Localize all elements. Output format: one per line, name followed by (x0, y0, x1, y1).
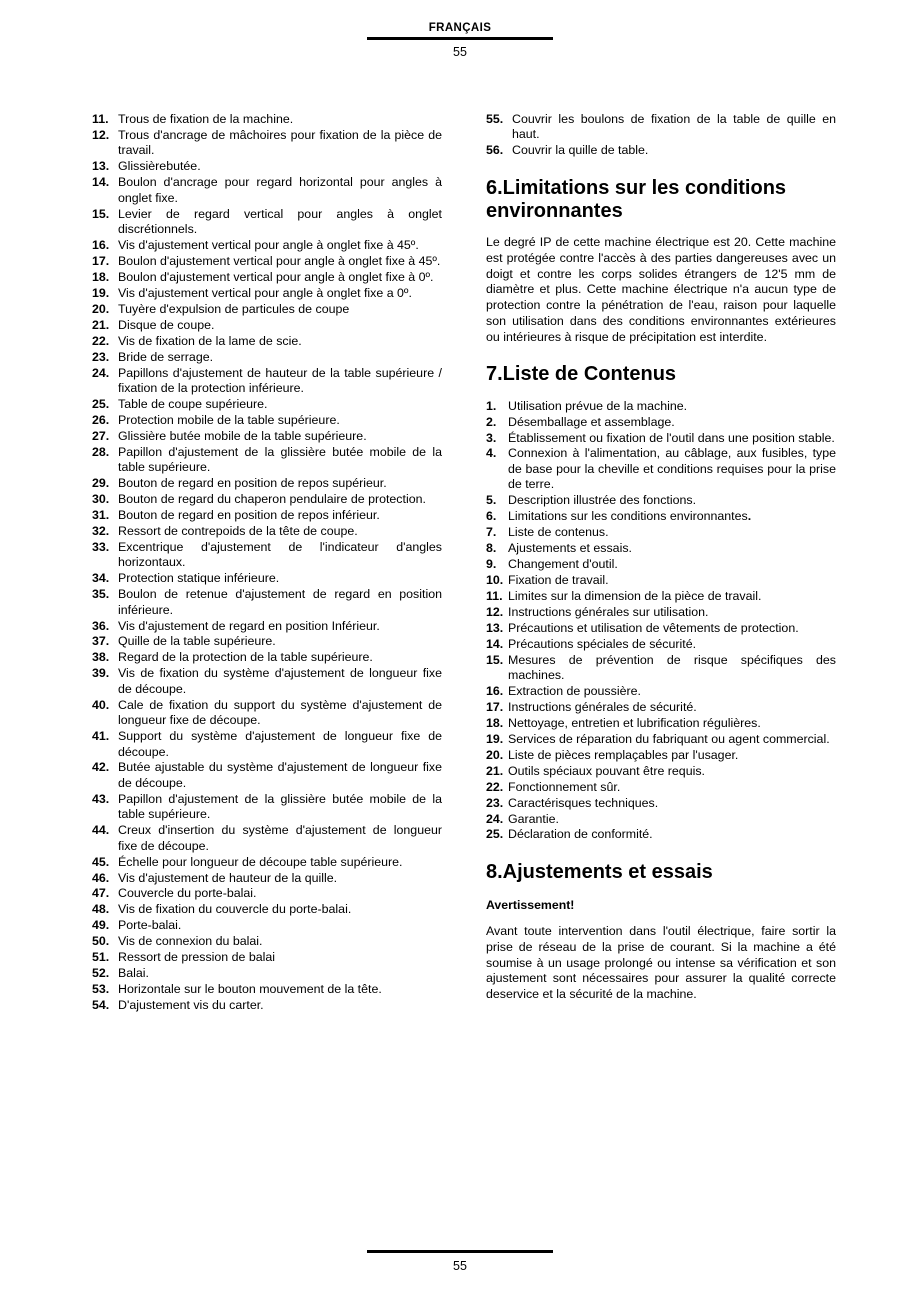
list-item-text: Échelle pour longueur de découpe table supérieure. (118, 854, 403, 869)
list-item-number: 54. (92, 998, 110, 1012)
list-item-text: Balai. (118, 966, 149, 981)
list-item-number: 24. (92, 365, 110, 380)
list-item (486, 493, 836, 508)
list-item (486, 827, 836, 842)
list-item-number: 17. (486, 699, 504, 714)
list-item-text: Tuyère d'expulsion de particules de coupe (118, 301, 350, 316)
list-item-text: Services de réparation du fabriquant ou agent commercial. (508, 731, 830, 746)
list-item-text: Changement d'outil. (508, 557, 618, 571)
section-8-paragraph: Avant toute intervention dans l'outil électrique, faire sortir la prise de réseau de la prise de courant. Si la machine a été soumise à un usage prolongé ou intense sa vérification et son ajustement sont nécessaires pour assurer la qualité correcte deservice et la sécurité de la machine. (486, 924, 836, 1002)
list-item-number: 25. (92, 396, 110, 411)
list-item-number: 49. (92, 918, 110, 933)
list-item-number: 32. (92, 523, 110, 538)
list-item (92, 254, 442, 269)
list-item (486, 796, 836, 811)
list-item (92, 855, 442, 870)
list-item (486, 399, 836, 414)
list-item-text: Boulon d'ajustement vertical pour angle à onglet fixe à 0º. (118, 269, 434, 284)
list-item-text: Instructions générales de sécurité. (508, 699, 697, 714)
list-item-text: Établissement ou fixation de l'outil dans une position stable. (508, 430, 835, 445)
list-item-number: 8. (486, 541, 497, 556)
list-item-number: 18. (486, 715, 504, 730)
section-6-heading-line1: 6.Limitations sur les conditions (486, 176, 787, 199)
list-item-text: Description illustrée des fonctions. (508, 493, 697, 508)
list-item (486, 716, 836, 731)
list-item-number: 34. (92, 571, 110, 586)
list-item-number: 39. (92, 666, 110, 681)
list-item-text: Papillon d'ajustement de la glissière butée mobile de la table supérieure. (118, 791, 442, 822)
list-item-text: Bride de serrage. (118, 349, 214, 364)
list-item-text: Trous de fixation de la machine. (118, 112, 294, 126)
list-item-number: 19. (92, 285, 110, 300)
list-item-number: 1. (486, 398, 497, 413)
list-item-text: Précautions spéciales de sécurité. (508, 636, 697, 651)
list-item (486, 509, 836, 524)
list-item-text: Boulon de retenue d'ajustement de regard en position inférieure. (118, 587, 442, 617)
list-item (92, 508, 442, 523)
header-page-number: 55 (453, 45, 467, 59)
list-item-number: 9. (486, 557, 497, 571)
list-item (486, 525, 836, 540)
list-item-text: Trous d'ancrage de mâchoires pour fixation de la pièce de travail. (118, 127, 442, 158)
list-item-number: 29. (92, 476, 110, 491)
footer-page-number: 55 (453, 1259, 467, 1273)
list-item (92, 650, 442, 665)
list-item-number: 5. (486, 493, 497, 508)
list-item (92, 429, 442, 444)
list-item-text: Limitations sur les conditions environnantes (508, 509, 748, 524)
list-item (92, 159, 442, 174)
list-item-text: Connexion à l'alimentation, au câblage, aux fusibles, type de base pour la cheville et conditions requises pour la prise de terre. (508, 446, 836, 492)
list-item-text: Couvercle du porte-balai. (118, 886, 257, 901)
list-item-text: Couvrir les boulons de fixation de la table de quille en haut. (512, 112, 836, 142)
list-item-number: 45. (92, 854, 110, 869)
list-item-text: Butée ajustable du système d'ajustement de longueur fixe de découpe. (118, 760, 442, 790)
list-item-text: Vis d'ajustement de hauteur de la quille. (118, 870, 338, 885)
list-item (92, 918, 442, 933)
list-item-number: 13. (92, 159, 110, 174)
list-item-text: Boulon d'ancrage pour regard horizontal pour angles à onglet fixe. (118, 175, 442, 205)
parts-list-right (486, 112, 836, 159)
list-item-text: Désemballage et assemblage. (508, 414, 675, 429)
list-item-text: Liste de pièces remplaçables par l'usager. (508, 747, 739, 762)
list-item-number: 23. (486, 795, 504, 810)
list-item (92, 934, 442, 949)
list-item (486, 573, 836, 588)
list-item-number: 3. (486, 430, 497, 445)
list-item-text: Précautions et utilisation de vêtements de protection. (508, 620, 799, 635)
list-item-text: Outils spéciaux pouvant être requis. (508, 763, 705, 778)
list-item-number: 36. (92, 618, 110, 633)
list-item-number: 17. (92, 253, 110, 268)
list-item (92, 698, 442, 729)
list-item-number: 50. (92, 934, 110, 949)
section-6-heading (486, 177, 836, 223)
list-item (92, 634, 442, 649)
list-item-text: Ajustements et essais. (508, 541, 632, 556)
page-header (0, 0, 920, 59)
list-item-number: 31. (92, 507, 110, 522)
list-item (92, 366, 442, 397)
list-item-text: Glissièrebutée. (118, 159, 201, 174)
list-item-text: Excentrique d'ajustement de l'indicateur d'angles horizontaux. (118, 539, 442, 570)
list-item (486, 700, 836, 715)
list-item (486, 732, 836, 747)
list-item (92, 445, 442, 476)
list-item-number: 23. (92, 349, 110, 364)
list-item-text: Protection mobile de la table supérieure. (118, 412, 340, 427)
list-item (92, 998, 442, 1013)
list-item-number: 20. (92, 301, 110, 316)
list-item (92, 571, 442, 586)
list-item-text: Bouton de regard en position de repos inférieur. (118, 507, 380, 522)
list-item-number: 37. (92, 634, 110, 649)
list-item-text: D'ajustement vis du carter. (118, 998, 264, 1012)
section-8-heading: 8.Ajustements et essais (486, 860, 713, 883)
list-item-text: Porte-balai. (118, 918, 182, 933)
list-item (92, 413, 442, 428)
right-column (486, 112, 836, 1014)
list-item (486, 684, 836, 699)
list-item (92, 397, 442, 412)
list-item-number: 18. (92, 269, 110, 284)
list-item-text: Vis d'ajustement vertical pour angle à onglet fixe à 45º. (118, 238, 419, 252)
list-item-number: 10. (486, 572, 504, 587)
list-item-number: 22. (92, 333, 110, 348)
list-item (92, 587, 442, 618)
list-item-text: Cale de fixation du support du système d'ajustement de longueur fixe de découpe. (118, 697, 442, 728)
list-item-text: Limites sur la dimension de la pièce de travail. (508, 588, 762, 603)
parts-list-left (92, 112, 442, 1013)
list-item-number: 44. (92, 823, 110, 838)
list-item-text: Vis de connexion du balai. (118, 934, 263, 949)
warning-label: Avertissement! (486, 898, 575, 913)
header-language: FRANÇAIS (428, 22, 492, 34)
list-item (92, 886, 442, 901)
list-item (92, 238, 442, 253)
left-column (92, 112, 442, 1014)
list-item-text-bold-tail: . (747, 509, 752, 524)
list-item-number: 41. (92, 729, 110, 744)
list-item-text: Bouton de regard du chaperon pendulaire de protection. (118, 492, 426, 506)
list-item (486, 621, 836, 636)
list-item-text: Déclaration de conformité. (508, 827, 653, 842)
list-item-text: Mesures de prévention de risque spécifiques des machines. (508, 652, 836, 683)
header-divider (367, 37, 553, 40)
list-item (92, 729, 442, 760)
list-item (486, 112, 836, 143)
list-item (486, 541, 836, 556)
list-item (92, 334, 442, 349)
list-item-text: Fonctionnement sûr. (508, 779, 621, 794)
list-item-text: Caractérisques techniques. (508, 795, 659, 810)
two-column-body (92, 112, 836, 1014)
list-item (92, 318, 442, 333)
section-6-paragraph: Le degré IP de cette machine électrique est 20. Cette machine est protégée contre l'accès à des parties dangereuses avec un doigt et contre les corps solides étrangers de 12'5 mm de diamètre et plus. Cette machine électrique n'a aucun type de protection contre la pénétration de l'eau, raison pour laquelle son utilisation dans des conditions environnantes extérieures ou intérieures à risque de précipitation est interdite. (486, 235, 836, 344)
list-item-number: 47. (92, 886, 110, 901)
list-item-number: 20. (486, 747, 504, 762)
list-item-text: Bouton de regard en position de repos supérieur. (118, 476, 387, 491)
list-item-text: Utilisation prévue de la machine. (508, 398, 688, 413)
list-item-number: 15. (92, 206, 110, 221)
list-item (92, 270, 442, 285)
list-item-text: Quille de la table supérieure. (118, 634, 276, 649)
list-item (92, 175, 442, 206)
list-item (92, 492, 442, 507)
list-item (92, 950, 442, 965)
list-item-text: Papillon d'ajustement de la glissière butée mobile de la table supérieure. (118, 444, 442, 475)
list-item-text: Vis d'ajustement vertical pour angle à onglet fixe a 0º. (118, 285, 412, 300)
list-item-number: 14. (92, 175, 110, 190)
list-item-number: 56. (486, 143, 504, 158)
list-item-number: 51. (92, 950, 110, 965)
list-item (92, 302, 442, 317)
list-item-text: Vis d'ajustement de regard en position Inférieur. (118, 618, 380, 633)
list-item (486, 637, 836, 652)
list-item (486, 557, 836, 572)
list-item-number: 15. (486, 652, 504, 667)
list-item-number: 43. (92, 791, 110, 806)
footer-divider (367, 1250, 553, 1253)
list-item-number: 12. (486, 604, 504, 619)
list-item-number: 2. (486, 414, 497, 429)
list-item-number: 4. (486, 446, 497, 461)
list-item-text: Vis de fixation du couvercle du porte-balai. (118, 902, 352, 917)
list-item (92, 966, 442, 981)
list-item-number: 53. (92, 982, 110, 997)
list-item-text: Horizontale sur le bouton mouvement de la tête. (118, 982, 382, 997)
list-item (92, 286, 442, 301)
list-item (92, 524, 442, 539)
list-item (92, 823, 442, 854)
list-item-number: 21. (486, 763, 504, 778)
list-item (486, 748, 836, 763)
list-item (486, 653, 836, 684)
list-item-text: Vis de fixation du système d'ajustement de longueur fixe de découpe. (118, 666, 442, 696)
section-7-heading: 7.Liste de Contenus (486, 363, 677, 386)
list-item (486, 764, 836, 779)
list-item-number: 12. (92, 127, 110, 142)
list-item-number: 7. (486, 525, 497, 540)
list-item-number: 55. (486, 112, 504, 126)
list-item-text: Vis de fixation de la lame de scie. (118, 333, 302, 348)
list-item-number: 16. (486, 684, 504, 698)
list-item (486, 415, 836, 430)
list-item (486, 812, 836, 827)
list-item-text: Creux d'insertion du système d'ajustement de longueur fixe de découpe. (118, 823, 442, 853)
list-item-number: 19. (486, 731, 504, 746)
list-item (92, 540, 442, 571)
list-item-text: Fixation de travail. (508, 572, 609, 587)
list-item-text: Nettoyage, entretien et lubrification régulières. (508, 715, 761, 730)
list-item (486, 143, 836, 158)
list-item (92, 350, 442, 365)
list-item-number: 33. (92, 539, 110, 554)
list-item-number: 48. (92, 902, 110, 917)
page-footer (0, 1250, 920, 1273)
list-item-number: 24. (486, 811, 504, 826)
list-item-text: Boulon d'ajustement vertical pour angle à onglet fixe à 45º. (118, 253, 441, 268)
list-item-number: 35. (92, 587, 110, 602)
list-item (92, 982, 442, 997)
list-item-text: Regard de la protection de la table supérieure. (118, 650, 373, 665)
contents-list (486, 399, 836, 843)
list-item-text: Instructions générales sur utilisation. (508, 604, 709, 619)
list-item-number: 11. (486, 588, 503, 603)
list-item (92, 792, 442, 823)
list-item (486, 589, 836, 604)
list-item-text: Garantie. (508, 811, 559, 826)
list-item (486, 605, 836, 620)
list-item-number: 42. (92, 760, 110, 775)
list-item (486, 431, 836, 446)
list-item (92, 619, 442, 634)
list-item-number: 14. (486, 636, 504, 651)
list-item (92, 207, 442, 238)
list-item-number: 13. (486, 620, 504, 635)
list-item-number: 27. (92, 428, 110, 443)
list-item-text: Liste de contenus. (508, 525, 609, 540)
list-item (92, 666, 442, 697)
list-item-text: Protection statique inférieure. (118, 571, 280, 586)
list-item-number: 30. (92, 492, 110, 506)
list-item-text: Glissière butée mobile de la table supérieure. (118, 428, 367, 443)
list-item-number: 11. (92, 112, 109, 126)
list-item (486, 446, 836, 492)
list-item-text: Couvrir la quille de table. (512, 143, 649, 158)
list-item-number: 52. (92, 966, 110, 981)
list-item (92, 128, 442, 159)
list-item-number: 26. (92, 412, 110, 427)
list-item (486, 780, 836, 795)
list-item-number: 16. (92, 238, 110, 252)
list-item-number: 21. (92, 317, 110, 332)
list-item (92, 902, 442, 917)
list-item-number: 46. (92, 870, 110, 885)
list-item-text: Papillons d'ajustement de hauteur de la table supérieure / fixation de la protection inférieure. (118, 365, 442, 395)
list-item-number: 38. (92, 650, 110, 665)
list-item (92, 476, 442, 491)
list-item-number: 28. (92, 444, 110, 459)
list-item-number: 22. (486, 779, 504, 794)
list-item-number: 6. (486, 509, 497, 524)
section-6-heading-line2: environnantes (486, 200, 623, 222)
list-item-text: Extraction de poussière. (508, 684, 641, 698)
list-item-number: 40. (92, 697, 110, 712)
list-item-text: Levier de regard vertical pour angles à onglet discrétionnels. (118, 206, 442, 237)
list-item-text: Ressort de contrepoids de la tête de coupe. (118, 523, 358, 538)
list-item-text: Table de coupe supérieure. (118, 396, 268, 411)
list-item-text: Disque de coupe. (118, 317, 215, 332)
list-item (92, 112, 442, 127)
list-item-number: 25. (486, 827, 504, 842)
list-item (92, 760, 442, 791)
list-item-text: Support du système d'ajustement de longueur fixe de découpe. (118, 729, 442, 759)
list-item-text: Ressort de pression de balai (118, 950, 276, 965)
list-item (92, 871, 442, 886)
